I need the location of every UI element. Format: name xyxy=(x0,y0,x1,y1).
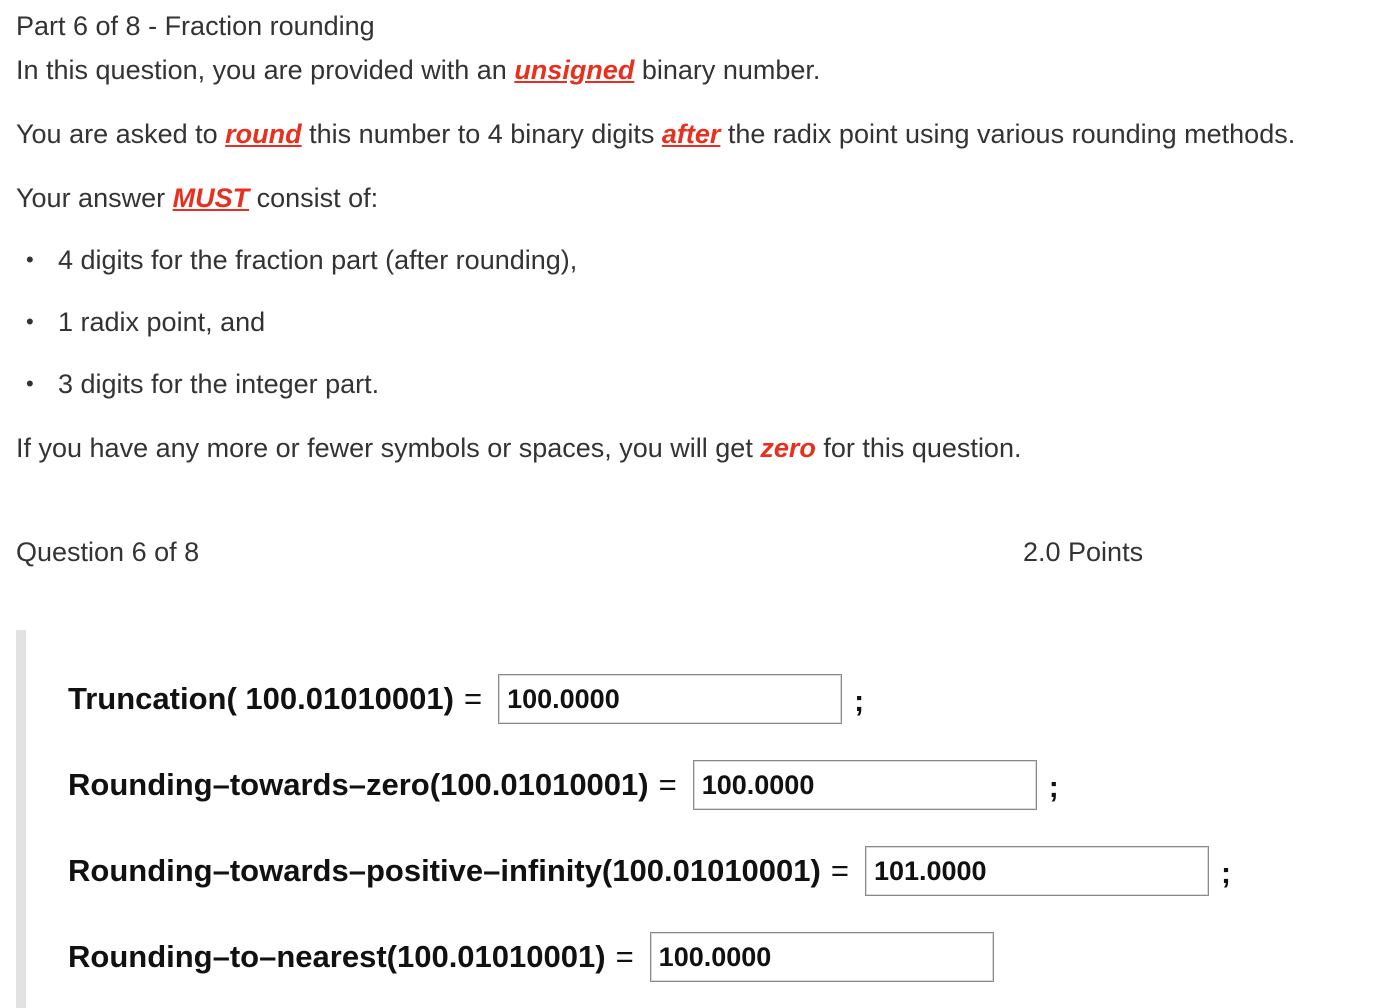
semicolon: ; xyxy=(1220,857,1231,890)
equation-label: Rounding–towards–zero(100.01010001) xyxy=(68,767,649,802)
semicolon: ; xyxy=(1048,771,1059,804)
intro-line-1 xyxy=(16,54,820,86)
equals-sign: = xyxy=(463,681,483,716)
emphasis-unsigned: unsigned xyxy=(514,55,635,85)
intro-line-3 xyxy=(16,182,378,214)
answer-input-to-nearest[interactable] xyxy=(650,932,994,982)
bullet-icon: • xyxy=(26,308,34,334)
bullet-text: 4 digits for the fraction part (after rounding), xyxy=(58,245,578,275)
question-label: Question 6 of 8 xyxy=(16,537,200,567)
equation-row-towards-positive-infinity xyxy=(68,845,1231,897)
intro-line-3-before: Your answer xyxy=(16,183,173,213)
bullet-item xyxy=(26,368,379,402)
question-points: 2.0 Points xyxy=(1023,537,1144,567)
answer-input-towards-zero[interactable] xyxy=(693,760,1037,810)
intro-line-1-after: binary number. xyxy=(634,55,821,85)
bullet-text: 3 digits for the integer part. xyxy=(58,369,380,399)
equation-row-to-nearest xyxy=(68,931,994,983)
answer-input-towards-positive-infinity[interactable] xyxy=(865,846,1209,896)
equation-row-truncation xyxy=(68,673,864,725)
intro-line-2-middle: this number to 4 binary digits xyxy=(301,119,662,149)
intro-line-4-after: for this question. xyxy=(815,433,1022,463)
equation-label: Truncation( 100.01010001) xyxy=(68,681,454,716)
bullet-item xyxy=(26,244,577,278)
bullet-icon: • xyxy=(26,370,34,396)
emphasis-after: after xyxy=(661,119,721,149)
intro-line-2-before: You are asked to xyxy=(16,119,226,149)
emphasis-zero: zero xyxy=(760,433,816,463)
intro-line-2-after: the radix point using various rounding methods. xyxy=(720,119,1296,149)
answer-input-truncation[interactable] xyxy=(498,674,842,724)
part-title: Part 6 of 8 - Fraction rounding xyxy=(16,11,375,41)
intro-line-3-after: consist of: xyxy=(249,183,379,213)
bullet-icon: • xyxy=(26,246,34,272)
equation-row-towards-zero xyxy=(68,759,1059,811)
equation-label: Rounding–towards–positive–infinity(100.01010001) xyxy=(68,853,821,888)
semicolon: ; xyxy=(854,685,865,718)
intro-line-4 xyxy=(16,432,1021,464)
emphasis-must: MUST xyxy=(172,183,250,213)
equation-label: Rounding–to–nearest(100.01010001) xyxy=(68,939,606,974)
equals-sign: = xyxy=(830,853,849,888)
intro-line-1-before: In this question, you are provided with an xyxy=(16,55,515,85)
equals-sign: = xyxy=(615,939,634,974)
equals-sign: = xyxy=(658,767,677,802)
intro-line-4-before: If you have any more or fewer symbols or spaces, you will get xyxy=(16,433,761,463)
emphasis-round: round xyxy=(225,119,302,149)
bullet-item xyxy=(26,306,265,340)
bullet-text: 1 radix point, and xyxy=(58,307,266,337)
intro-line-2 xyxy=(16,118,1295,150)
